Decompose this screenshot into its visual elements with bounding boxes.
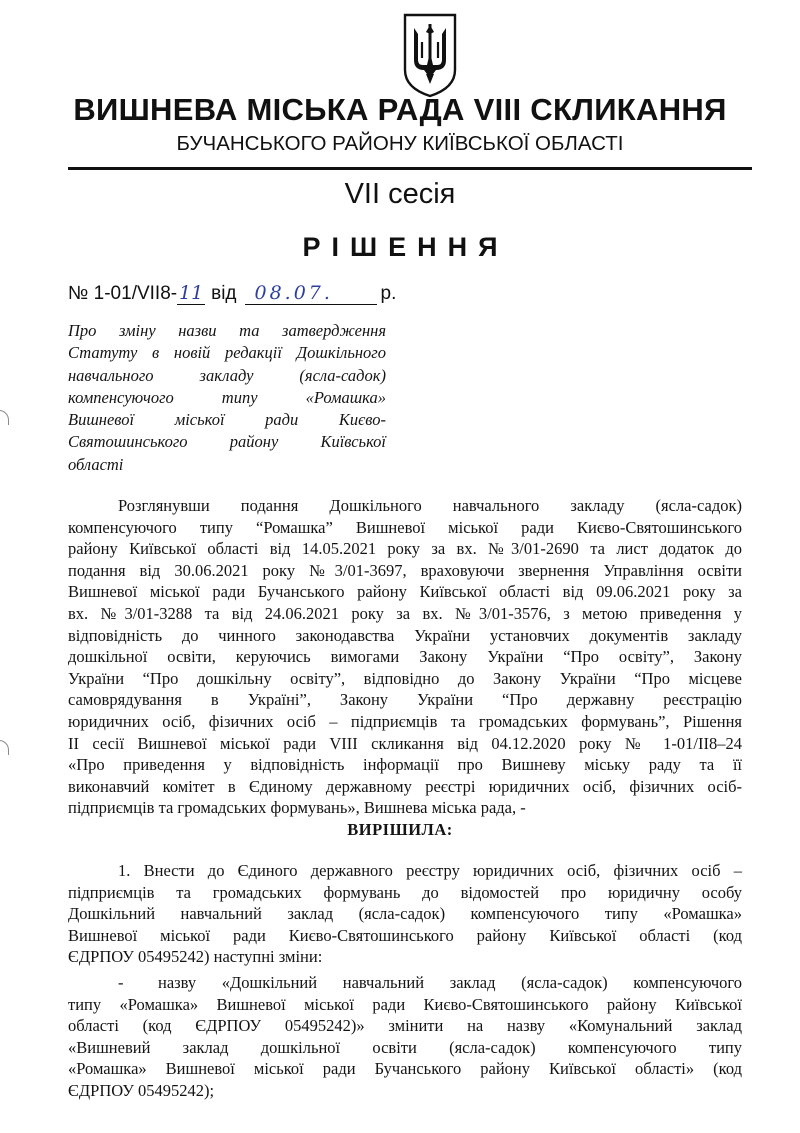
paragraph-line: ЄДРПОУ 05495242) наступні зміни:	[68, 947, 323, 967]
paragraph-line: компенсуючого типу “Ромашка” Вишневої міської ради Києво-Святошинського	[68, 517, 742, 537]
council-name: ВИШНЕВА МІСЬКА РАДА VIII СКЛИКАННЯ	[73, 92, 727, 127]
decision-title: РІШЕННЯ	[302, 232, 509, 262]
decision-subject	[68, 320, 386, 476]
handwritten-decision-date: 08.07.	[245, 282, 377, 305]
paragraph-line: області (код ЄДРПОУ 05495242)» змінити на назву «Комунальний заклад	[68, 1016, 742, 1036]
dash-line-text: назву «Дошкільний навчальний заклад (ясла-садок) компенсуючого	[158, 973, 742, 992]
subject-line: області	[68, 454, 124, 474]
subject-line: Про зміну назви та затвердження	[68, 321, 386, 340]
paragraph-line: юридичних осіб, фізичних осіб – підприємців та громадських формувань”, Рішення	[68, 711, 742, 731]
list-dash: -	[118, 973, 124, 992]
paragraph-line: Розглянувши подання Дошкільного навчального закладу (ясла-садок)	[118, 496, 742, 515]
subject-line: компенсуючого типу «Ромашка»	[68, 387, 386, 407]
date-from-label: від	[211, 283, 237, 304]
paragraph-line: «Ромашка» Вишневої міської ради Бучанського району Київської області» (код	[68, 1059, 742, 1079]
session-title: VII сесія	[344, 178, 456, 210]
paragraph-line: самоврядування в Україні”, Закону України “Про державну реєстрацію	[68, 690, 742, 710]
paragraph-line: відповідність до чинного законодавства України установчих документів закладу	[68, 625, 742, 645]
subject-line: Вишневої міської ради Києво-	[68, 410, 386, 430]
paragraph-line: вх. №3/01-3288 та від 24.06.2021 року за вх. №3/01-3576, з метою приведення у	[68, 603, 742, 623]
paragraph-line: ІІ сесії Вишневої міської ради VIII скликання від 04.12.2020 року № 1-01/ІІ8–24	[68, 733, 742, 753]
paragraph-line: дошкільної освіти, керуючись вимогами Закону України “Про освіту”, Закону	[68, 647, 742, 667]
header-divider	[68, 167, 752, 170]
paragraph-line: району Київської області від 14.05.2021 року за вх. №3/01-2690 та лист додаток до	[68, 539, 742, 559]
paragraph-line: типу «Ромашка» Вишневої міської ради Києво-Святошинського району Київської	[68, 994, 742, 1014]
paragraph-line: подання від 30.06.2021 року №3/01-3697, враховуючи звернення Управління освіти	[68, 560, 742, 580]
paragraph-line: України “Про дошкільну освіту”, відповідно до Закону України “Про місцеве	[68, 668, 742, 688]
year-suffix: р.	[380, 283, 397, 304]
decision-number-line	[68, 282, 396, 305]
subject-line: навчального закладу (ясла-садок)	[68, 365, 386, 385]
item-1-dash-paragraph	[68, 972, 742, 1102]
subject-line: Святошинського району Київської	[68, 432, 386, 452]
paragraph-line: «Вишневий заклад дошкільної освіти (ясла-садок) компенсуючого типу	[68, 1037, 742, 1057]
paragraph-line: «Про приведення у відповідність інформації про Вишневу міську раду та її	[68, 755, 742, 775]
paragraph-line: Дошкільний навчальний заклад (ясла-садок) компенсуючого типу «Ромашка»	[68, 904, 742, 924]
item-1-paragraph	[68, 860, 742, 968]
subject-line: Статуту в новій редакції Дошкільного	[68, 343, 386, 363]
paragraph-line: Вишневої міської ради Києво-Святошинського району Київської області (код	[68, 925, 742, 945]
paragraph-line	[68, 972, 742, 994]
paragraph-line: 1. Внести до Єдиного державного реєстру юридичних осіб, фізичних осіб –	[118, 861, 742, 880]
punch-hole-mark	[0, 410, 9, 425]
paragraph-line: Вишневої міської ради Бучанського району Київської області від 09.06.2021 року за	[68, 582, 742, 602]
trident-coat-of-arms-icon	[402, 12, 458, 98]
handwritten-decision-number: 11	[179, 282, 204, 304]
paragraph-line: ЄДРПОУ 05495242);	[68, 1080, 215, 1100]
resolved-heading: ВИРІШИЛА:	[347, 820, 453, 839]
paragraph-line: виконавчий комітет в Єдиному державному реєстрі юридичних осіб, фізичних осіб-	[68, 776, 742, 796]
council-district: БУЧАНСЬКОГО РАЙОНУ КИЇВСЬКОЇ ОБЛАСТІ	[176, 132, 624, 155]
decision-number-prefix: № 1-01/VII8-	[68, 283, 178, 304]
preamble-paragraph	[68, 495, 742, 819]
paragraph-line: підприємців та громадських формувань до відомостей про юридичну особу	[68, 882, 742, 902]
punch-hole-mark	[0, 740, 9, 755]
paragraph-line: підприємців та громадських формувань», Вишнева міська рада, -	[68, 798, 526, 818]
